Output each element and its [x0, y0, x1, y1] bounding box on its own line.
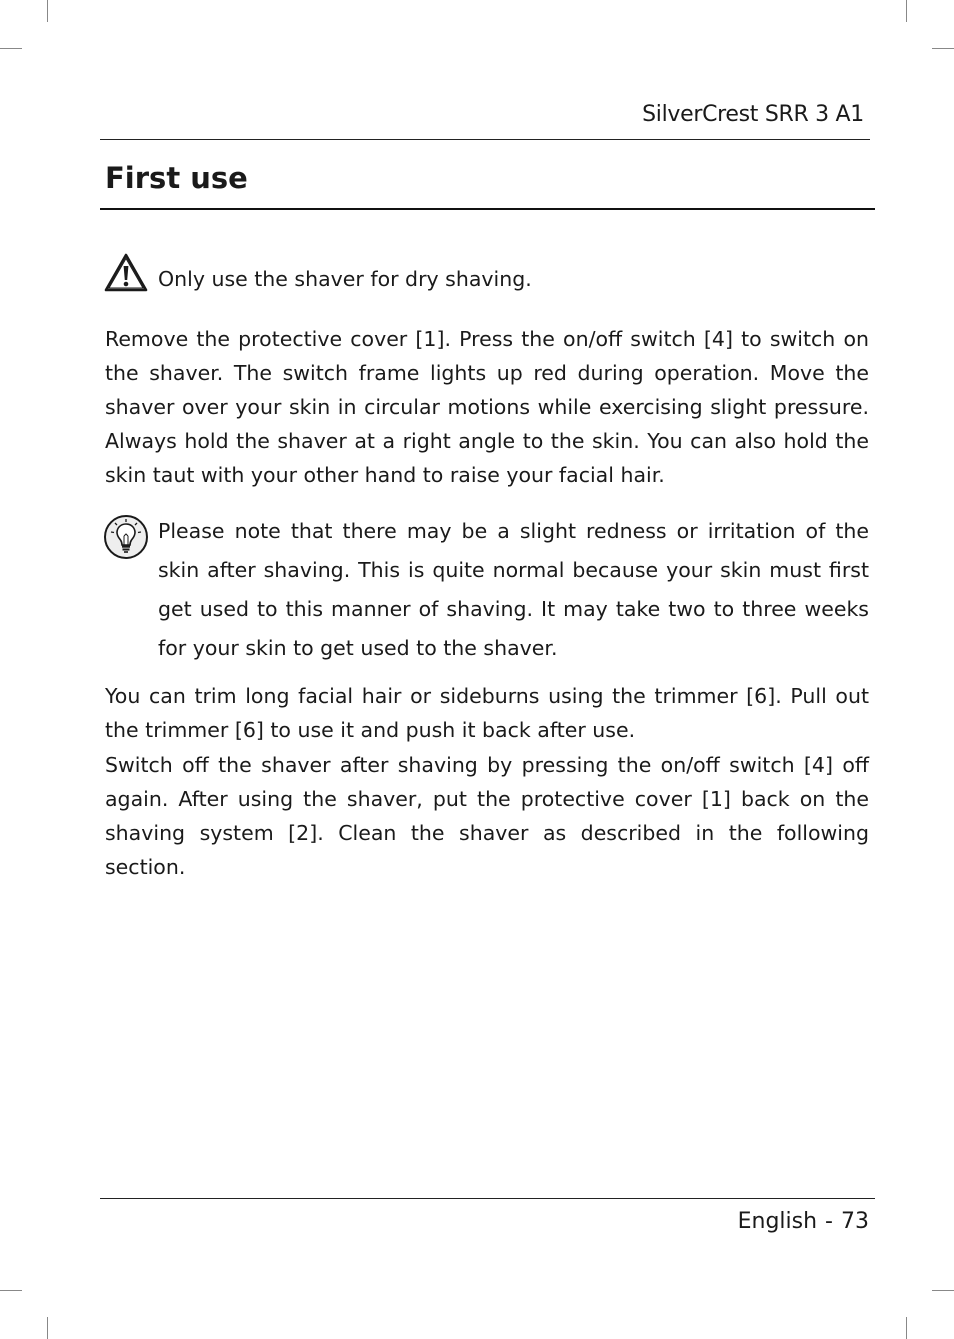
footer-language: English	[737, 1209, 818, 1234]
section-title: First use	[105, 161, 248, 195]
crop-mark	[0, 1290, 22, 1291]
tip-text: Please note that there may be a slight redness or irritation of the skin after shaving. This is quite normal because your skin must first get used to this manner of shaving. It may take two to three weeks for your skin to get used to the shaver.	[158, 519, 869, 660]
crop-mark	[932, 48, 954, 49]
crop-mark	[906, 1317, 907, 1339]
warning-notice	[103, 252, 873, 296]
paragraph-switch-off: Switch off the shaver after shaving by pressing the on/off switch [4] off again. After using the shaver, put the protective cover [1] back on the shaving system [2]. Clean the shaver as described in the following section.	[105, 753, 869, 879]
crop-mark	[47, 1317, 48, 1339]
footer-separator: -	[825, 1209, 833, 1234]
crop-mark	[906, 0, 907, 22]
header-rule	[100, 139, 870, 140]
paragraph-instructions: Remove the protective cover [1]. Press the on/off switch [4] to switch on the shaver. The switch frame lights up red during operation. Move the shaver over your skin in circular motions while exercising slight pressure. Always hold the shaver at a right angle to the skin. You can also hold the skin taut with your other hand to raise your facial hair.	[105, 327, 869, 487]
title-rule	[100, 208, 875, 210]
warning-triangle-icon	[103, 252, 149, 294]
crop-mark	[932, 1290, 954, 1291]
paragraph-trimmer: You can trim long facial hair or sideburns using the trimmer [6]. Pull out the trimmer [6] to use it and push it back after use.	[105, 684, 869, 742]
header-product-name: SilverCrest SRR 3 A1	[642, 102, 864, 127]
footer	[738, 1206, 869, 1238]
crop-mark	[47, 0, 48, 22]
lightbulb-icon	[103, 514, 149, 560]
warning-text: Only use the shaver for dry shaving.	[158, 267, 532, 291]
crop-mark	[0, 48, 22, 49]
page-number: 73	[841, 1209, 869, 1234]
footer-rule	[100, 1198, 875, 1199]
